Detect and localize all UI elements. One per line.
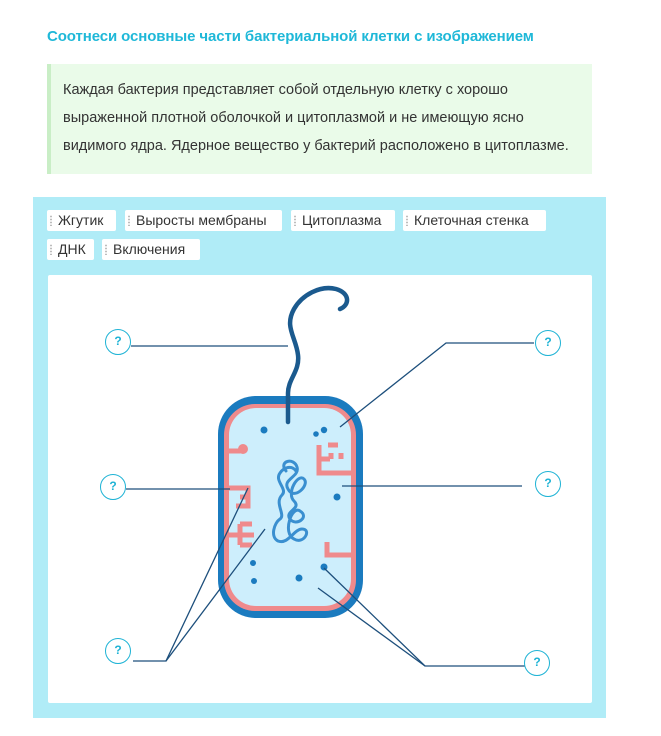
drag-grip-icon [128,215,130,226]
mesosome-left-top-knob [238,444,248,454]
drag-grip-icon [406,215,408,226]
chip-label: Цитоплазма [302,212,382,228]
chip-label: ДНК [58,241,86,257]
chip-label: Включения [113,241,186,257]
chip-cell-wall[interactable] [403,210,546,231]
drop-target-top-left[interactable]: ? [105,329,131,355]
chip-label: Клеточная стенка [414,212,529,228]
chip-dna[interactable] [47,239,94,260]
diagram-canvas [48,275,592,703]
drop-target-bottom-right[interactable]: ? [524,650,550,676]
info-box [47,64,592,174]
chip-inclusions[interactable] [102,239,200,260]
drag-grip-icon [294,215,296,226]
chip-label: Выросты мембраны [136,212,267,228]
drop-target-top-right[interactable]: ? [535,330,561,356]
task-panel [33,197,606,718]
drop-target-bottom-left[interactable]: ? [105,638,131,664]
line-top-right [340,343,534,427]
info-text: Каждая бактерия представляет собой отдельную клетку с хорошо выраженной плотной оболочкой и цитоплазмой и не имеющую ясно видимого ядра. Ядерное вещество у бактерий расположено в цитоплазме. [63,82,569,154]
drag-grip-icon [50,215,52,226]
line-bottom-right-2 [318,588,425,666]
drop-target-mid-left[interactable]: ? [100,474,126,500]
page-title: Соотнеси основные части бактериальной клетки с изображением [47,28,534,45]
drop-target-mid-right[interactable]: ? [535,471,561,497]
chip-cytoplasm[interactable] [291,210,395,231]
chip-label: Жгутик [58,212,104,228]
chip-membrane-outgrowths[interactable] [125,210,282,231]
chip-flagellum[interactable] [47,210,116,231]
drag-grip-icon [105,244,107,255]
drag-grip-icon [50,244,52,255]
